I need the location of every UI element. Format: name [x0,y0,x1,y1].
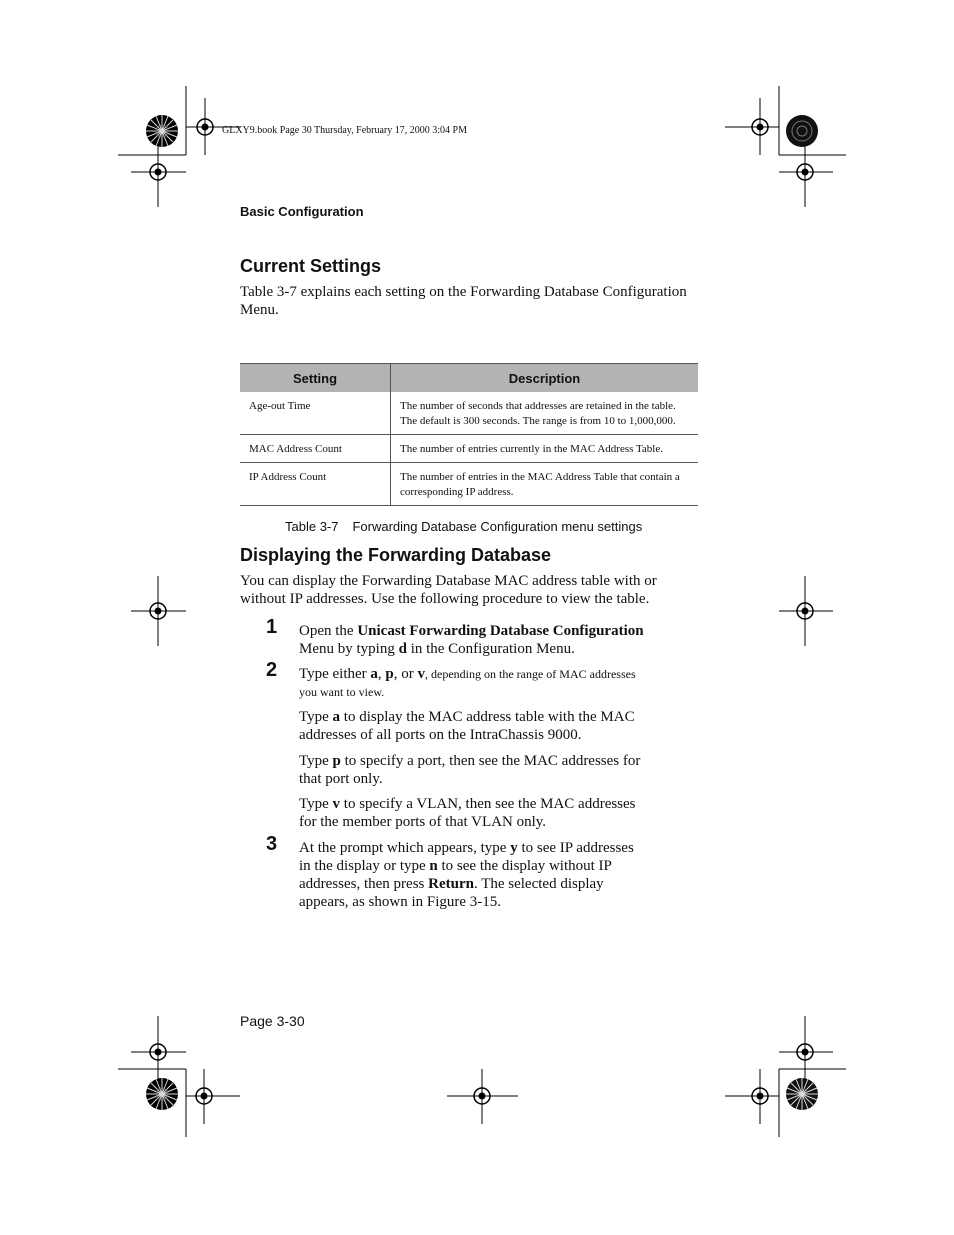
settings-table [240,363,698,506]
description-cell: The number of entries in the MAC Address Table that contain a corresponding IP address. [391,463,699,506]
intro-paragraph: Table 3-7 explains each setting on the Forwarding Database Configuration Menu. [240,284,687,318]
table-row [240,392,698,435]
step-text: At the prompt which appears, type y to see IP addresses in the display or type n to see the display without IP addresses, then press Return. The selected display appears, as shown in Figure 3-15. [299,840,634,910]
setting-cell: IP Address Count [240,463,391,506]
table-caption-text: Forwarding Database Configuration menu settings [352,519,643,534]
section-heading-displaying: Displaying the Forwarding Database [240,545,552,565]
table-header-row [240,364,698,393]
description-cell: The number of entries currently in the MAC Address Table. [391,435,699,463]
setting-cell: MAC Address Count [240,435,391,463]
column-header-setting: Setting [240,364,391,393]
step-sub-text: Type v to specify a VLAN, then see the MAC addresses for the member ports of that VLAN only. [299,796,636,830]
running-head: Basic Configuration [240,204,364,219]
table-row [240,463,698,506]
step-number: 2 [266,659,278,681]
table-caption [285,519,642,534]
column-header-description: Description [391,364,699,393]
table-caption-number: Table 3-7 [285,519,339,534]
table-row [240,435,698,463]
page-number: Page 3-30 [240,1013,305,1029]
setting-cell: Age-out Time [240,392,391,435]
step-sub-text: Type p to specify a port, then see the MAC addresses for that port only. [299,753,641,787]
step-sub-text: Type a to display the MAC address table with the MAC addresses of all ports on the IntraChassis 9000. [299,709,635,743]
description-cell: The number of seconds that addresses are retained in the table. The default is 300 seconds. The range is from 10 to 1,000,000. [391,392,699,435]
step-text: Open the Unicast Forwarding Database Configuration Menu by typing d in the Configuration Menu. [299,623,644,657]
print-header-info: GLXY9.book Page 30 Thursday, February 17, 2000 3:04 PM [222,125,467,136]
section-heading-current-settings: Current Settings [240,256,382,276]
step-number: 1 [266,616,278,638]
step-number: 3 [266,833,278,855]
display-intro-paragraph: You can display the Forwarding Database MAC address table with or without IP addresses. Use the following procedure to view the table. [240,573,657,607]
step-text: Type either a, p, or v, depending on the range of MAC addresses you want to view. [299,666,636,699]
